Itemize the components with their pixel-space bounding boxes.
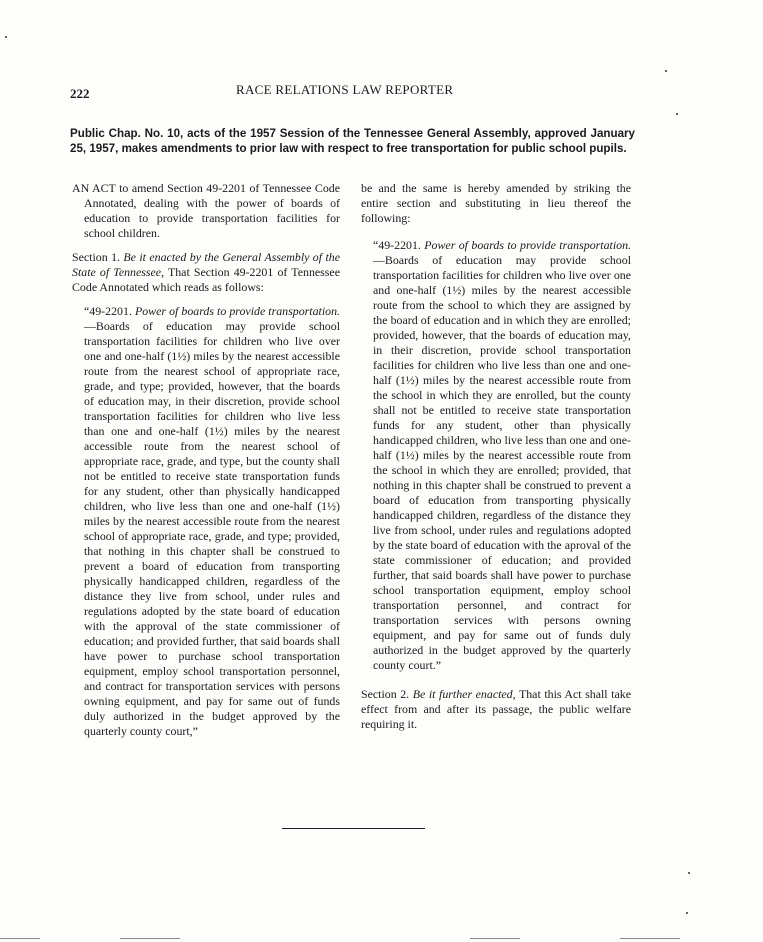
running-head: RACE RELATIONS LAW REPORTER bbox=[236, 82, 454, 97]
scan-speck bbox=[665, 70, 667, 72]
scan-speck bbox=[688, 872, 690, 874]
old-section-quote bbox=[72, 304, 340, 739]
right-column bbox=[361, 181, 631, 732]
section-1-label: Section 1. bbox=[72, 250, 120, 264]
new-section-quote bbox=[361, 238, 631, 673]
old-quote-number: “49-2201. bbox=[84, 304, 132, 318]
scan-edge-mark bbox=[0, 938, 40, 939]
left-column bbox=[72, 181, 340, 739]
section-1 bbox=[72, 250, 340, 295]
act-title bbox=[72, 181, 340, 241]
scan-speck bbox=[686, 912, 688, 914]
scan-edge-mark bbox=[120, 938, 180, 939]
scan-edge-mark bbox=[620, 938, 680, 939]
amendment-continuation: be and the same is hereby amended by striking the entire section and substituting in lieu thereof the following: bbox=[361, 181, 631, 225]
section-1-enacting-clause: Be it enacted by the General Assembly of the State of Tennessee, bbox=[72, 250, 340, 279]
scan-speck bbox=[676, 113, 678, 115]
headnote: Public Chap. No. 10, acts of the 1957 Session of the Tennessee General Assembly, approved January 25, 1957, makes amendments to prior law with respect to free transportation for public school pupils. bbox=[70, 127, 635, 155]
section-2-text: That this Act shall take effect from and after its passage, the public welfare requiring it. bbox=[361, 687, 631, 731]
scan-speck bbox=[5, 36, 7, 38]
section-2-enacting-clause: Be it further enacted, bbox=[412, 687, 516, 701]
scan-edge-mark bbox=[470, 938, 520, 939]
section-2 bbox=[361, 687, 631, 732]
old-quote-title: Power of boards to provide transportation. bbox=[134, 304, 340, 318]
new-quote-number: “49-2201. bbox=[373, 238, 421, 252]
section-2-label: Section 2. bbox=[361, 687, 410, 701]
page-number: 222 bbox=[70, 86, 90, 101]
act-title-text: AN ACT to amend Section 49-2201 of Tennessee Code Annotated, dealing with the power of boards of education to provide transportation facilities for school children. bbox=[72, 181, 340, 240]
section-1-text: That Section 49-2201 of Tennessee Code Annotated which reads as follows: bbox=[72, 265, 340, 294]
new-quote-title: Power of boards to provide transportation. bbox=[424, 238, 631, 252]
old-quote-body: —Boards of education may provide school transportation facilities for children who live over one and one-half (1½) miles by the nearest accessible route from the nearest school of appropriate race, grade, and type; provided, however, that the boards of education may, in their discretion, provide school transportation facilities for children who live less than one and one-half (1½) miles by the nearest accessible route from the nearest school of appropriate race, grade, and type, but the county shall not be entitled to receive state transportation funds for any student, other than physically handicapped children, who live less than one and one-half (1½) miles by the nearest accessible route from the nearest school of appropriate race, grade, and type; provided, that nothing in this chapter shall be construed to prevent a board of education from transporting physically handicapped children, regardless of the distance they live from school, under rules and regulations adopted by the state board of education with the approval of the state commissioner of education; and provided further, that said boards shall have power to purchase school transportation equipment, employ school transportation personnel, and contract for transportation services with persons owning equipment, and pay for same out of funds duly authorized in the budget approved by the quarterly county court,” bbox=[84, 319, 340, 738]
new-quote-body: —Boards of education may provide school transportation facilities for children who live over one and one-half (1½) miles by the nearest accessible route from the school to which they are assigned by the board of education and in which they are enrolled; provided, however, that the boards of education may, in their discretion, provide school transportation facilities for children who live less than one and one-half (1½) miles by the nearest accessible route from the school in which they are enrolled, but the county shall not be entitled to receive state transportation funds for any student, other than physically handicapped children, who live less than one and one-half (1½) miles by the nearest accessible route from the school in which they are enrolled; provided, that nothing in this chapter shall be construed to prevent a board of education from transporting physically handicapped children, regardless of the distance they live from school, under rules and regulations adopted by the state board of education with the aproval of the state commissioner of education; and provided further, that said boards shall have power to purchase school transportation equipment, employ school transportation personnel, and contract for transportation services with persons owning equipment, and pay for same out of funds duly authorized in the budget approved by the quarterly county court.” bbox=[373, 253, 631, 672]
end-rule bbox=[282, 828, 425, 829]
